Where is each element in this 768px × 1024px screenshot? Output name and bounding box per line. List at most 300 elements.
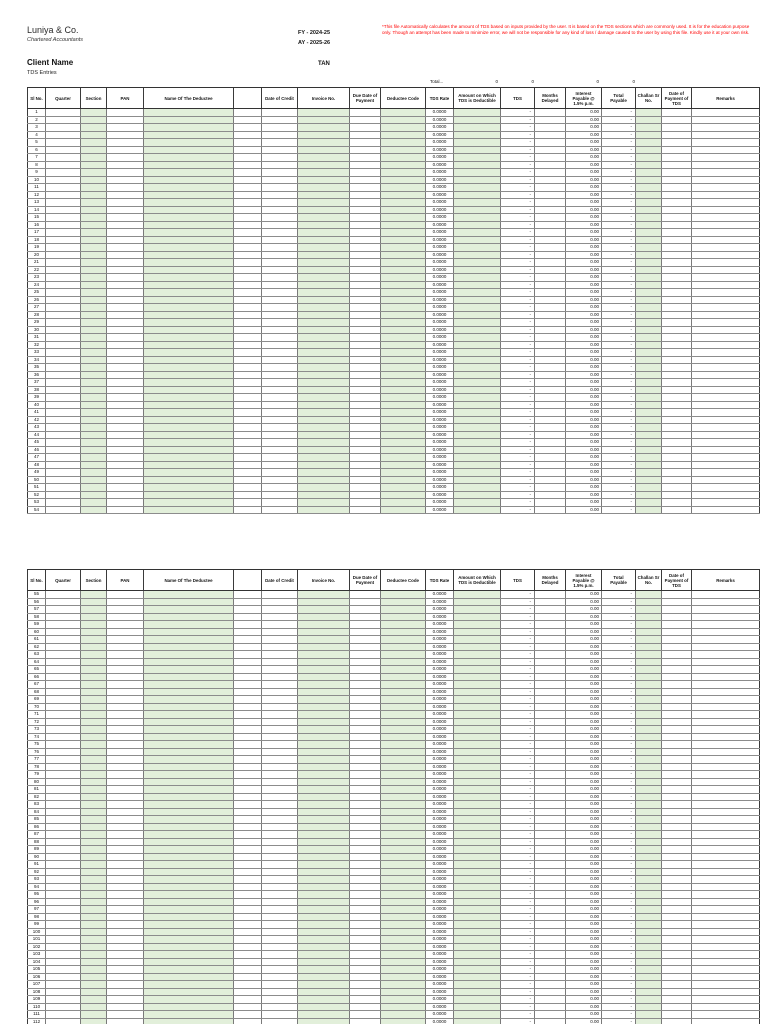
cell-pan [107, 417, 144, 424]
cell-deductee-code [381, 117, 426, 124]
cell-blank [234, 469, 262, 476]
cell-pan [107, 749, 144, 756]
cell-due-date [350, 184, 381, 191]
cell-tds: - [501, 447, 535, 454]
cell-invoice-no [298, 499, 350, 506]
cell-deductee-name [144, 869, 234, 876]
cell-invoice-no [298, 659, 350, 666]
table-row [27, 809, 760, 817]
cell-total-payable: - [602, 831, 636, 838]
cell-interest: 0.00 [566, 741, 602, 748]
cell-challan-no [636, 771, 662, 778]
cell-deductee-name [144, 289, 234, 296]
cell-pan [107, 222, 144, 229]
cell-tds-rate: 0.0000 [426, 379, 454, 386]
cell-tds: - [501, 177, 535, 184]
cell-quarter [46, 899, 81, 906]
cell-total-payable: - [602, 839, 636, 846]
cell-blank [234, 674, 262, 681]
cell-sl: 78 [27, 764, 46, 771]
cell-blank [234, 177, 262, 184]
cell-quarter [46, 222, 81, 229]
cell-amount [454, 469, 501, 476]
cell-interest: 0.00 [566, 1004, 602, 1011]
cell-tds-rate: 0.0000 [426, 846, 454, 853]
cell-blank [234, 1004, 262, 1011]
cell-due-date [350, 974, 381, 981]
cell-tds: - [501, 629, 535, 636]
cell-tds: - [501, 996, 535, 1003]
cell-sl: 60 [27, 629, 46, 636]
cell-deductee-code [381, 959, 426, 966]
cell-blank [234, 644, 262, 651]
cell-total-payable: - [602, 199, 636, 206]
cell-total-payable: - [602, 966, 636, 973]
cell-sl: 102 [27, 944, 46, 951]
cell-amount [454, 132, 501, 139]
cell-total-payable: - [602, 184, 636, 191]
cell-invoice-no [298, 936, 350, 943]
cell-tds: - [501, 492, 535, 499]
cell-payment-date [662, 606, 692, 613]
cell-challan-no [636, 801, 662, 808]
cell-amount [454, 252, 501, 259]
cell-blank [234, 981, 262, 988]
cell-challan-no [636, 132, 662, 139]
cell-deductee-code [381, 319, 426, 326]
cell-date-of-credit [262, 786, 298, 793]
cell-date-of-credit [262, 409, 298, 416]
cell-total-payable: - [602, 779, 636, 786]
cell-quarter [46, 184, 81, 191]
cell-tds: - [501, 936, 535, 943]
cell-total-payable: - [602, 689, 636, 696]
cell-quarter [46, 644, 81, 651]
cell-challan-no [636, 891, 662, 898]
cell-remarks [692, 177, 760, 184]
cell-blank [234, 214, 262, 221]
cell-due-date [350, 349, 381, 356]
cell-section [81, 914, 107, 921]
cell-payment-date [662, 147, 692, 154]
cell-invoice-no [298, 124, 350, 131]
cell-total-payable: - [602, 771, 636, 778]
table-row [27, 417, 760, 425]
cell-invoice-no [298, 771, 350, 778]
cell-tds: - [501, 319, 535, 326]
cell-challan-no [636, 1019, 662, 1024]
cell-amount [454, 644, 501, 651]
cell-interest: 0.00 [566, 192, 602, 199]
cell-months-delayed [535, 252, 566, 259]
table-row [27, 282, 760, 290]
table-row [27, 599, 760, 607]
cell-remarks [692, 621, 760, 628]
cell-remarks [692, 1019, 760, 1024]
cell-section [81, 417, 107, 424]
cell-challan-no [636, 192, 662, 199]
cell-remarks [692, 454, 760, 461]
cell-sl: 28 [27, 312, 46, 319]
cell-payment-date [662, 831, 692, 838]
cell-total-payable: - [602, 409, 636, 416]
cell-section [81, 154, 107, 161]
cell-deductee-name [144, 899, 234, 906]
cell-due-date [350, 372, 381, 379]
cell-blank [234, 809, 262, 816]
table-row [27, 214, 760, 222]
cell-tds: - [501, 899, 535, 906]
cell-months-delayed [535, 417, 566, 424]
table-row [27, 981, 760, 989]
cell-tds: - [501, 786, 535, 793]
cell-invoice-no [298, 237, 350, 244]
cell-amount [454, 786, 501, 793]
cell-due-date [350, 402, 381, 409]
cell-invoice-no [298, 981, 350, 988]
cell-amount [454, 244, 501, 251]
cell-challan-no [636, 951, 662, 958]
cell-invoice-no [298, 966, 350, 973]
cell-payment-date [662, 162, 692, 169]
column-header-remarks: Remarks [692, 570, 760, 590]
cell-tds-rate: 0.0000 [426, 372, 454, 379]
cell-tds: - [501, 621, 535, 628]
cell-total-payable: - [602, 154, 636, 161]
cell-date-of-credit [262, 726, 298, 733]
cell-tds: - [501, 162, 535, 169]
cell-quarter [46, 974, 81, 981]
cell-sl: 87 [27, 831, 46, 838]
cell-total-payable: - [602, 439, 636, 446]
cell-months-delayed [535, 132, 566, 139]
cell-total-payable: - [602, 109, 636, 116]
cell-date-of-credit [262, 267, 298, 274]
cell-interest: 0.00 [566, 424, 602, 431]
cell-challan-no [636, 741, 662, 748]
cell-quarter [46, 147, 81, 154]
cell-date-of-credit [262, 651, 298, 658]
cell-quarter [46, 591, 81, 598]
cell-months-delayed [535, 169, 566, 176]
cell-remarks [692, 951, 760, 958]
cell-interest: 0.00 [566, 469, 602, 476]
cell-remarks [692, 409, 760, 416]
cell-deductee-name [144, 1004, 234, 1011]
cell-tds: - [501, 944, 535, 951]
table-row [27, 469, 760, 477]
cell-interest: 0.00 [566, 921, 602, 928]
cell-interest: 0.00 [566, 162, 602, 169]
cell-quarter [46, 749, 81, 756]
cell-quarter [46, 387, 81, 394]
cell-tds-rate: 0.0000 [426, 599, 454, 606]
cell-tds-rate: 0.0000 [426, 259, 454, 266]
cell-deductee-code [381, 786, 426, 793]
cell-tds: - [501, 876, 535, 883]
cell-quarter [46, 741, 81, 748]
cell-amount [454, 402, 501, 409]
cell-tds-rate: 0.0000 [426, 124, 454, 131]
cell-blank [234, 432, 262, 439]
cell-deductee-code [381, 869, 426, 876]
cell-amount [454, 914, 501, 921]
cell-quarter [46, 876, 81, 883]
cell-quarter [46, 929, 81, 936]
cell-amount [454, 349, 501, 356]
cell-interest: 0.00 [566, 876, 602, 883]
cell-months-delayed [535, 447, 566, 454]
table-row [27, 869, 760, 877]
cell-invoice-no [298, 734, 350, 741]
cell-deductee-name [144, 974, 234, 981]
cell-deductee-code [381, 636, 426, 643]
table-row [27, 387, 760, 395]
cell-deductee-name [144, 499, 234, 506]
cell-section [81, 876, 107, 883]
cell-quarter [46, 659, 81, 666]
cell-invoice-no [298, 417, 350, 424]
cell-quarter [46, 674, 81, 681]
cell-section [81, 259, 107, 266]
cell-tds: - [501, 741, 535, 748]
cell-blank [234, 681, 262, 688]
cell-pan [107, 477, 144, 484]
cell-payment-date [662, 462, 692, 469]
cell-total-payable: - [602, 906, 636, 913]
cell-pan [107, 447, 144, 454]
cell-deductee-code [381, 929, 426, 936]
cell-challan-no [636, 334, 662, 341]
cell-section [81, 636, 107, 643]
cell-deductee-code [381, 764, 426, 771]
cell-payment-date [662, 304, 692, 311]
table-row [27, 169, 760, 177]
cell-due-date [350, 312, 381, 319]
cell-challan-no [636, 507, 662, 514]
cell-sl: 97 [27, 906, 46, 913]
cell-sl: 103 [27, 951, 46, 958]
column-header-blank [234, 88, 262, 108]
cell-total-payable: - [602, 132, 636, 139]
cell-remarks [692, 674, 760, 681]
cell-months-delayed [535, 297, 566, 304]
cell-date-of-credit [262, 327, 298, 334]
cell-due-date [350, 289, 381, 296]
cell-quarter [46, 854, 81, 861]
cell-amount [454, 499, 501, 506]
cell-months-delayed [535, 432, 566, 439]
cell-quarter [46, 989, 81, 996]
cell-remarks [692, 839, 760, 846]
cell-payment-date [662, 289, 692, 296]
cell-section [81, 771, 107, 778]
cell-invoice-no [298, 154, 350, 161]
cell-date-of-credit [262, 591, 298, 598]
cell-deductee-name [144, 162, 234, 169]
cell-due-date [350, 921, 381, 928]
cell-date-of-credit [262, 914, 298, 921]
cell-challan-no [636, 996, 662, 1003]
cell-interest: 0.00 [566, 906, 602, 913]
cell-deductee-name [144, 771, 234, 778]
cell-months-delayed [535, 244, 566, 251]
cell-remarks [692, 222, 760, 229]
cell-payment-date [662, 719, 692, 726]
cell-quarter [46, 229, 81, 236]
cell-payment-date [662, 274, 692, 281]
cell-blank [234, 477, 262, 484]
cell-sl: 40 [27, 402, 46, 409]
cell-challan-no [636, 861, 662, 868]
cell-amount [454, 704, 501, 711]
cell-challan-no [636, 651, 662, 658]
cell-months-delayed [535, 124, 566, 131]
cell-tds-rate: 0.0000 [426, 719, 454, 726]
cell-deductee-code [381, 267, 426, 274]
cell-total-payable: - [602, 951, 636, 958]
cell-blank [234, 192, 262, 199]
cell-payment-date [662, 477, 692, 484]
cell-amount [454, 357, 501, 364]
cell-date-of-credit [262, 484, 298, 491]
cell-payment-date [662, 899, 692, 906]
cell-challan-no [636, 312, 662, 319]
cell-challan-no [636, 349, 662, 356]
cell-interest: 0.00 [566, 951, 602, 958]
cell-months-delayed [535, 424, 566, 431]
cell-blank [234, 794, 262, 801]
cell-remarks [692, 297, 760, 304]
cell-section [81, 854, 107, 861]
cell-interest: 0.00 [566, 364, 602, 371]
cell-invoice-no [298, 364, 350, 371]
column-header-tds: TDS [501, 88, 535, 108]
cell-date-of-credit [262, 696, 298, 703]
cell-sl: 73 [27, 726, 46, 733]
cell-challan-no [636, 719, 662, 726]
cell-invoice-no [298, 424, 350, 431]
cell-payment-date [662, 794, 692, 801]
cell-blank [234, 447, 262, 454]
table-row [27, 959, 760, 967]
cell-tds-rate: 0.0000 [426, 876, 454, 883]
cell-amount [454, 959, 501, 966]
cell-pan [107, 681, 144, 688]
cell-due-date [350, 704, 381, 711]
cell-amount [454, 846, 501, 853]
cell-payment-date [662, 507, 692, 514]
cell-months-delayed [535, 312, 566, 319]
cell-challan-no [636, 177, 662, 184]
cell-deductee-name [144, 312, 234, 319]
cell-deductee-name [144, 944, 234, 951]
table-row [27, 734, 760, 742]
cell-date-of-credit [262, 432, 298, 439]
cell-tds-rate: 0.0000 [426, 327, 454, 334]
cell-interest: 0.00 [566, 222, 602, 229]
cell-pan [107, 794, 144, 801]
table-row [27, 132, 760, 140]
cell-due-date [350, 117, 381, 124]
cell-tds: - [501, 469, 535, 476]
cell-challan-no [636, 959, 662, 966]
column-header-sl: Sl No. [27, 570, 46, 590]
cell-months-delayed [535, 199, 566, 206]
cell-section [81, 162, 107, 169]
cell-pan [107, 989, 144, 996]
cell-amount [454, 636, 501, 643]
cell-deductee-code [381, 741, 426, 748]
cell-payment-date [662, 229, 692, 236]
cell-interest: 0.00 [566, 981, 602, 988]
cell-pan [107, 846, 144, 853]
cell-remarks [692, 936, 760, 943]
cell-date-of-credit [262, 944, 298, 951]
cell-tds: - [501, 674, 535, 681]
cell-invoice-no [298, 439, 350, 446]
cell-remarks [692, 492, 760, 499]
column-header-invoice-no: Invoice No. [298, 88, 350, 108]
cell-tds-rate: 0.0000 [426, 771, 454, 778]
cell-tds-rate: 0.0000 [426, 177, 454, 184]
cell-total-payable: - [602, 417, 636, 424]
cell-challan-no [636, 696, 662, 703]
cell-amount [454, 447, 501, 454]
cell-months-delayed [535, 379, 566, 386]
cell-pan [107, 507, 144, 514]
cell-tds-rate: 0.0000 [426, 274, 454, 281]
cell-remarks [692, 831, 760, 838]
cell-challan-no [636, 899, 662, 906]
cell-blank [234, 696, 262, 703]
cell-due-date [350, 207, 381, 214]
cell-invoice-no [298, 372, 350, 379]
cell-blank [234, 839, 262, 846]
cell-invoice-no [298, 839, 350, 846]
cell-sl: 4 [27, 132, 46, 139]
cell-tds: - [501, 124, 535, 131]
cell-amount [454, 771, 501, 778]
cell-interest: 0.00 [566, 771, 602, 778]
cell-due-date [350, 462, 381, 469]
cell-section [81, 244, 107, 251]
cell-due-date [350, 484, 381, 491]
cell-challan-no [636, 207, 662, 214]
column-header-challan-no: Challan Sr No. [636, 570, 662, 590]
cell-quarter [46, 719, 81, 726]
cell-challan-no [636, 139, 662, 146]
cell-interest: 0.00 [566, 674, 602, 681]
cell-sl: 32 [27, 342, 46, 349]
cell-pan [107, 252, 144, 259]
cell-challan-no [636, 711, 662, 718]
cell-section [81, 349, 107, 356]
table-row [27, 192, 760, 200]
cell-sl: 104 [27, 959, 46, 966]
cell-months-delayed [535, 454, 566, 461]
cell-tds-rate: 0.0000 [426, 809, 454, 816]
cell-sl: 1 [27, 109, 46, 116]
cell-sl: 13 [27, 199, 46, 206]
cell-sl: 58 [27, 614, 46, 621]
cell-quarter [46, 824, 81, 831]
cell-total-payable: - [602, 674, 636, 681]
cell-section [81, 816, 107, 823]
cell-tds: - [501, 1004, 535, 1011]
cell-section [81, 199, 107, 206]
cell-amount [454, 734, 501, 741]
